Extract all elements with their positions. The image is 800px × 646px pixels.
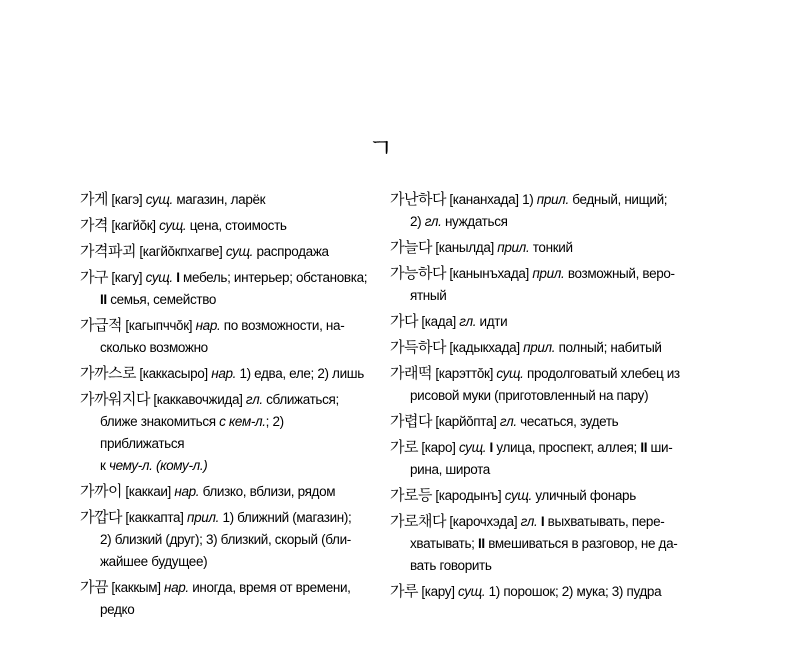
dictionary-entry: 가루 [кару] сущ. 1) порошок; 2) мука; 3) пудра [390, 582, 662, 600]
right-column [390, 188, 690, 606]
dictionary-entry: 가로등 [кародынъ] сущ. уличный фонарь [390, 486, 636, 504]
dictionary-entry: 가게 [кагэ] сущ. магазин, ларёк [80, 190, 266, 208]
left-column [80, 188, 370, 624]
dictionary-entry: 가득하다 [кадыкхада] прил. полный; набитый [390, 338, 662, 356]
dictionary-entry: 가끔 [каккым] нар. иногда, время от времени, редко [80, 578, 351, 617]
dictionary-entry: 가다 [када] гл. идти [390, 312, 508, 330]
dictionary-entry: 가까스로 [каккасыро] нар. 1) едва, еле; 2) лишь [80, 364, 364, 382]
dictionary-entry: 가까이 [каккаи] нар. близко, вблизи, рядом [80, 482, 336, 500]
dictionary-entry: 가구 [кагу] сущ. I мебель; интерьер; обстановка; II семья, семейство [80, 268, 368, 307]
dictionary-entry: 가깝다 [каккапта] прил. 1) ближний (магазин); 2) близкий (друг); 3) близкий, скорый (бли- жайшее будущее) [80, 508, 352, 569]
dictionary-entry: 가늘다 [канылда] прил. тонкий [390, 238, 573, 256]
dictionary-entry: 가급적 [кагыпччŏк] нар. по возможности, на- сколько возможно [80, 316, 345, 355]
dictionary-entry: 가까워지다 [каккавочжида] гл. сближаться; ближе знакомиться с кем-л.; 2) приближаться к чему-л. (кому-л.) [80, 390, 339, 473]
dictionary-entry: 가로채다 [карочхэда] гл. I выхватывать, пере- хватывать; II вмешиваться в разговор, не да- вать говорить [390, 512, 678, 573]
dictionary-entry: 가로 [каро] сущ. I улица, проспект, аллея; II ши- рина, широта [390, 438, 673, 477]
dictionary-entry: 가래떡 [карэттŏк] сущ. продолговатый хлебец из рисовой муки (приготовленный на пару) [390, 364, 680, 403]
dictionary-entry: 가렵다 [карйŏпта] гл. чесаться, зудеть [390, 412, 619, 430]
section-letter: ㄱ [368, 134, 394, 164]
dictionary-entry: 가격파괴 [кагйŏкпхагве] сущ. распродажа [80, 242, 329, 260]
dictionary-entry: 가격 [кагйŏк] сущ. цена, стоимость [80, 216, 287, 234]
dictionary-entry: 가난하다 [кананхада] 1) прил. бедный, нищий; 2) гл. нуждаться [390, 190, 668, 229]
dictionary-entry: 가능하다 [канынъхада] прил. возможный, веро- ятный [390, 264, 675, 303]
